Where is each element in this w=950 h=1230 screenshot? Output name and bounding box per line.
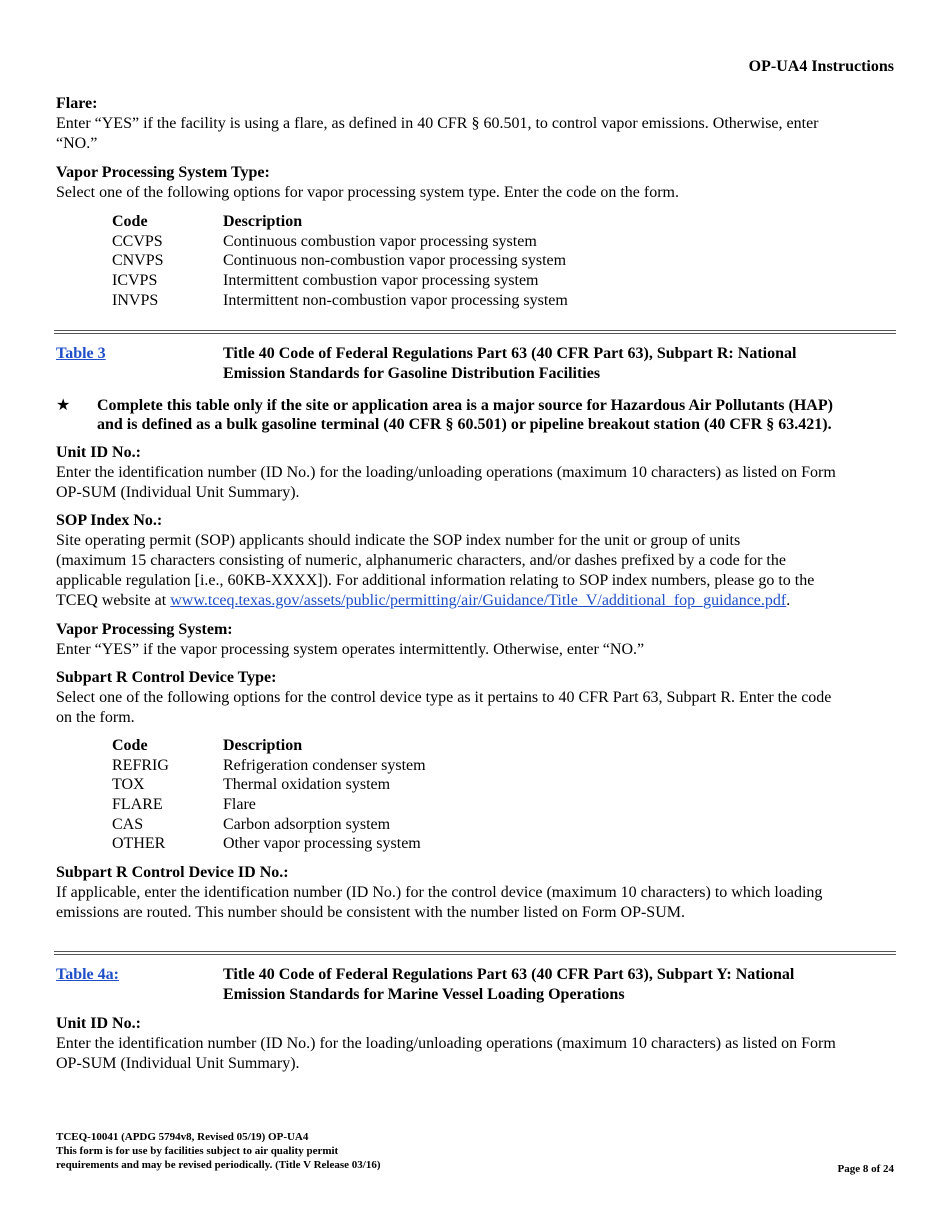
code-cell: TOX <box>112 776 145 794</box>
table-4a-link[interactable]: Table 4a: <box>56 966 119 983</box>
code-table-row <box>112 834 426 854</box>
table-3-unit-id-heading: Unit ID No.: <box>56 444 141 461</box>
control-device-id-heading: Subpart R Control Device ID No.: <box>56 864 289 881</box>
page-number: Page 8 of 24 <box>837 1163 894 1175</box>
sop-index-line4-suffix: . <box>786 592 791 609</box>
description-cell: Continuous combustion vapor processing system <box>223 232 537 250</box>
control-device-type-line2: on the form. <box>56 709 135 726</box>
table-3-unit-id-line1: Enter the identification number (ID No.) for the loading/unloading operations (maximum 10 characters) as listed on Form <box>56 464 836 481</box>
control-device-type-heading: Subpart R Control Device Type: <box>56 669 277 686</box>
description-cell: Carbon adsorption system <box>223 815 391 833</box>
code-table-row <box>112 815 426 835</box>
control-device-type-line1: Select one of the following options for the control device type as it pertains to 40 CFR Part 63, Subpart R. Enter the code <box>56 689 832 706</box>
table-4a-unit-id-line2: OP-SUM (Individual Unit Summary). <box>56 1055 300 1072</box>
vapor-processing-system-heading: Vapor Processing System: <box>56 621 233 638</box>
code-table-row <box>112 775 426 795</box>
table-3-title-line2: Emission Standards for Gasoline Distribution Facilities <box>223 365 601 382</box>
code-table-row <box>112 795 426 815</box>
flare-text-line1: Enter “YES” if the facility is using a flare, as defined in 40 CFR § 60.501, to control vapor emissions. Otherwise, enter <box>56 115 819 132</box>
description-cell: Continuous non-combustion vapor processing system <box>223 252 567 270</box>
code-cell: OTHER <box>112 835 166 853</box>
footer-usage-note-line2: requirements and may be revised periodically. (Title V Release 03/16) <box>56 1159 381 1171</box>
code-table-row <box>112 271 568 291</box>
control-device-id-line2: emissions are routed. This number should be consistent with the number listed on Form OP-SUM. <box>56 904 685 921</box>
table-3-title-line1: Title 40 Code of Federal Regulations Part 63 (40 CFR Part 63), Subpart R: National <box>223 345 797 362</box>
description-cell: Thermal oxidation system <box>223 776 391 794</box>
code-column-header: Code <box>112 213 148 230</box>
code-table-row <box>112 756 426 776</box>
table-4a-title-line1: Title 40 Code of Federal Regulations Part 63 (40 CFR Part 63), Subpart Y: National <box>223 966 795 983</box>
description-cell: Refrigeration condenser system <box>223 756 426 774</box>
table-3-note-line1: Complete this table only if the site or application area is a major source for Hazardous Air Pollutants (HAP) <box>97 397 833 414</box>
sop-index-line2: (maximum 15 characters consisting of numeric, alphanumeric characters, and/or dashes prefixed by a code for the <box>56 552 786 569</box>
vapor-processing-system-text: Enter “YES” if the vapor processing system operates intermittently. Otherwise, enter “NO.” <box>56 641 645 658</box>
flare-heading: Flare: <box>56 95 98 112</box>
sop-index-line3: applicable regulation [i.e., 60KB-XXXX]). For additional information relating to SOP index numbers, please go to the <box>56 572 815 589</box>
table-3-unit-id-line2: OP-SUM (Individual Unit Summary). <box>56 484 300 501</box>
description-cell: Intermittent combustion vapor processing system <box>223 272 539 290</box>
sop-index-heading: SOP Index No.: <box>56 512 163 529</box>
table-3-note-line2: and is defined as a bulk gasoline terminal (40 CFR § 60.501) or pipeline breakout station (40 CFR § 63.421). <box>97 416 832 433</box>
vps-type-heading: Vapor Processing System Type: <box>56 164 270 181</box>
description-cell: Intermittent non-combustion vapor processing system <box>223 291 568 309</box>
description-column-header: Description <box>223 737 303 754</box>
flare-text-line2: “NO.” <box>56 135 98 152</box>
control-device-id-line1: If applicable, enter the identification number (ID No.) for the control device (maximum 10 characters) to which loading <box>56 884 823 901</box>
code-table-row <box>112 291 568 311</box>
description-cell: Flare <box>223 796 256 814</box>
code-cell: CAS <box>112 815 144 833</box>
sop-index-line4 <box>56 591 896 611</box>
code-cell: ICVPS <box>112 272 158 290</box>
code-cell: INVPS <box>112 291 159 309</box>
star-icon: ★ <box>56 397 71 414</box>
description-column-header: Description <box>223 213 303 230</box>
code-cell: CNVPS <box>112 252 164 270</box>
sop-index-line4-prefix: TCEQ website at <box>56 592 171 609</box>
table-3-link[interactable]: Table 3 <box>56 345 106 362</box>
code-table-row <box>112 232 568 252</box>
vps-type-code-table <box>112 212 568 310</box>
vps-type-text: Select one of the following options for vapor processing system type. Enter the code on the form. <box>56 184 679 201</box>
page-header-title: OP-UA4 Instructions <box>748 58 894 75</box>
sop-index-line1: Site operating permit (SOP) applicants should indicate the SOP index number for the unit or group of units <box>56 532 741 549</box>
description-cell: Other vapor processing system <box>223 835 421 853</box>
code-table-header <box>112 212 568 232</box>
code-cell: REFRIG <box>112 756 169 774</box>
table-4a-title-line2: Emission Standards for Marine Vessel Loading Operations <box>223 986 625 1003</box>
control-device-code-table <box>112 736 426 854</box>
code-cell: CCVPS <box>112 232 163 250</box>
footer-usage-note-line1: This form is for use by facilities subject to air quality permit <box>56 1145 339 1157</box>
table-4a-unit-id-line1: Enter the identification number (ID No.) for the loading/unloading operations (maximum 10 characters) as listed on Form <box>56 1035 836 1052</box>
section-divider <box>54 951 896 955</box>
section-divider <box>54 330 896 334</box>
code-cell: FLARE <box>112 796 163 814</box>
code-column-header: Code <box>112 737 148 754</box>
footer-form-id: TCEQ-10041 (APDG 5794v8, Revised 05/19) OP-UA4 <box>56 1131 309 1143</box>
code-table-row <box>112 251 568 271</box>
code-table-header <box>112 736 426 756</box>
tceq-guidance-link[interactable]: www.tceq.texas.gov/assets/public/permitting/air/Guidance/Title_V/additional_fop_guidance.pdf <box>170 592 787 609</box>
table-4a-unit-id-heading: Unit ID No.: <box>56 1015 141 1032</box>
